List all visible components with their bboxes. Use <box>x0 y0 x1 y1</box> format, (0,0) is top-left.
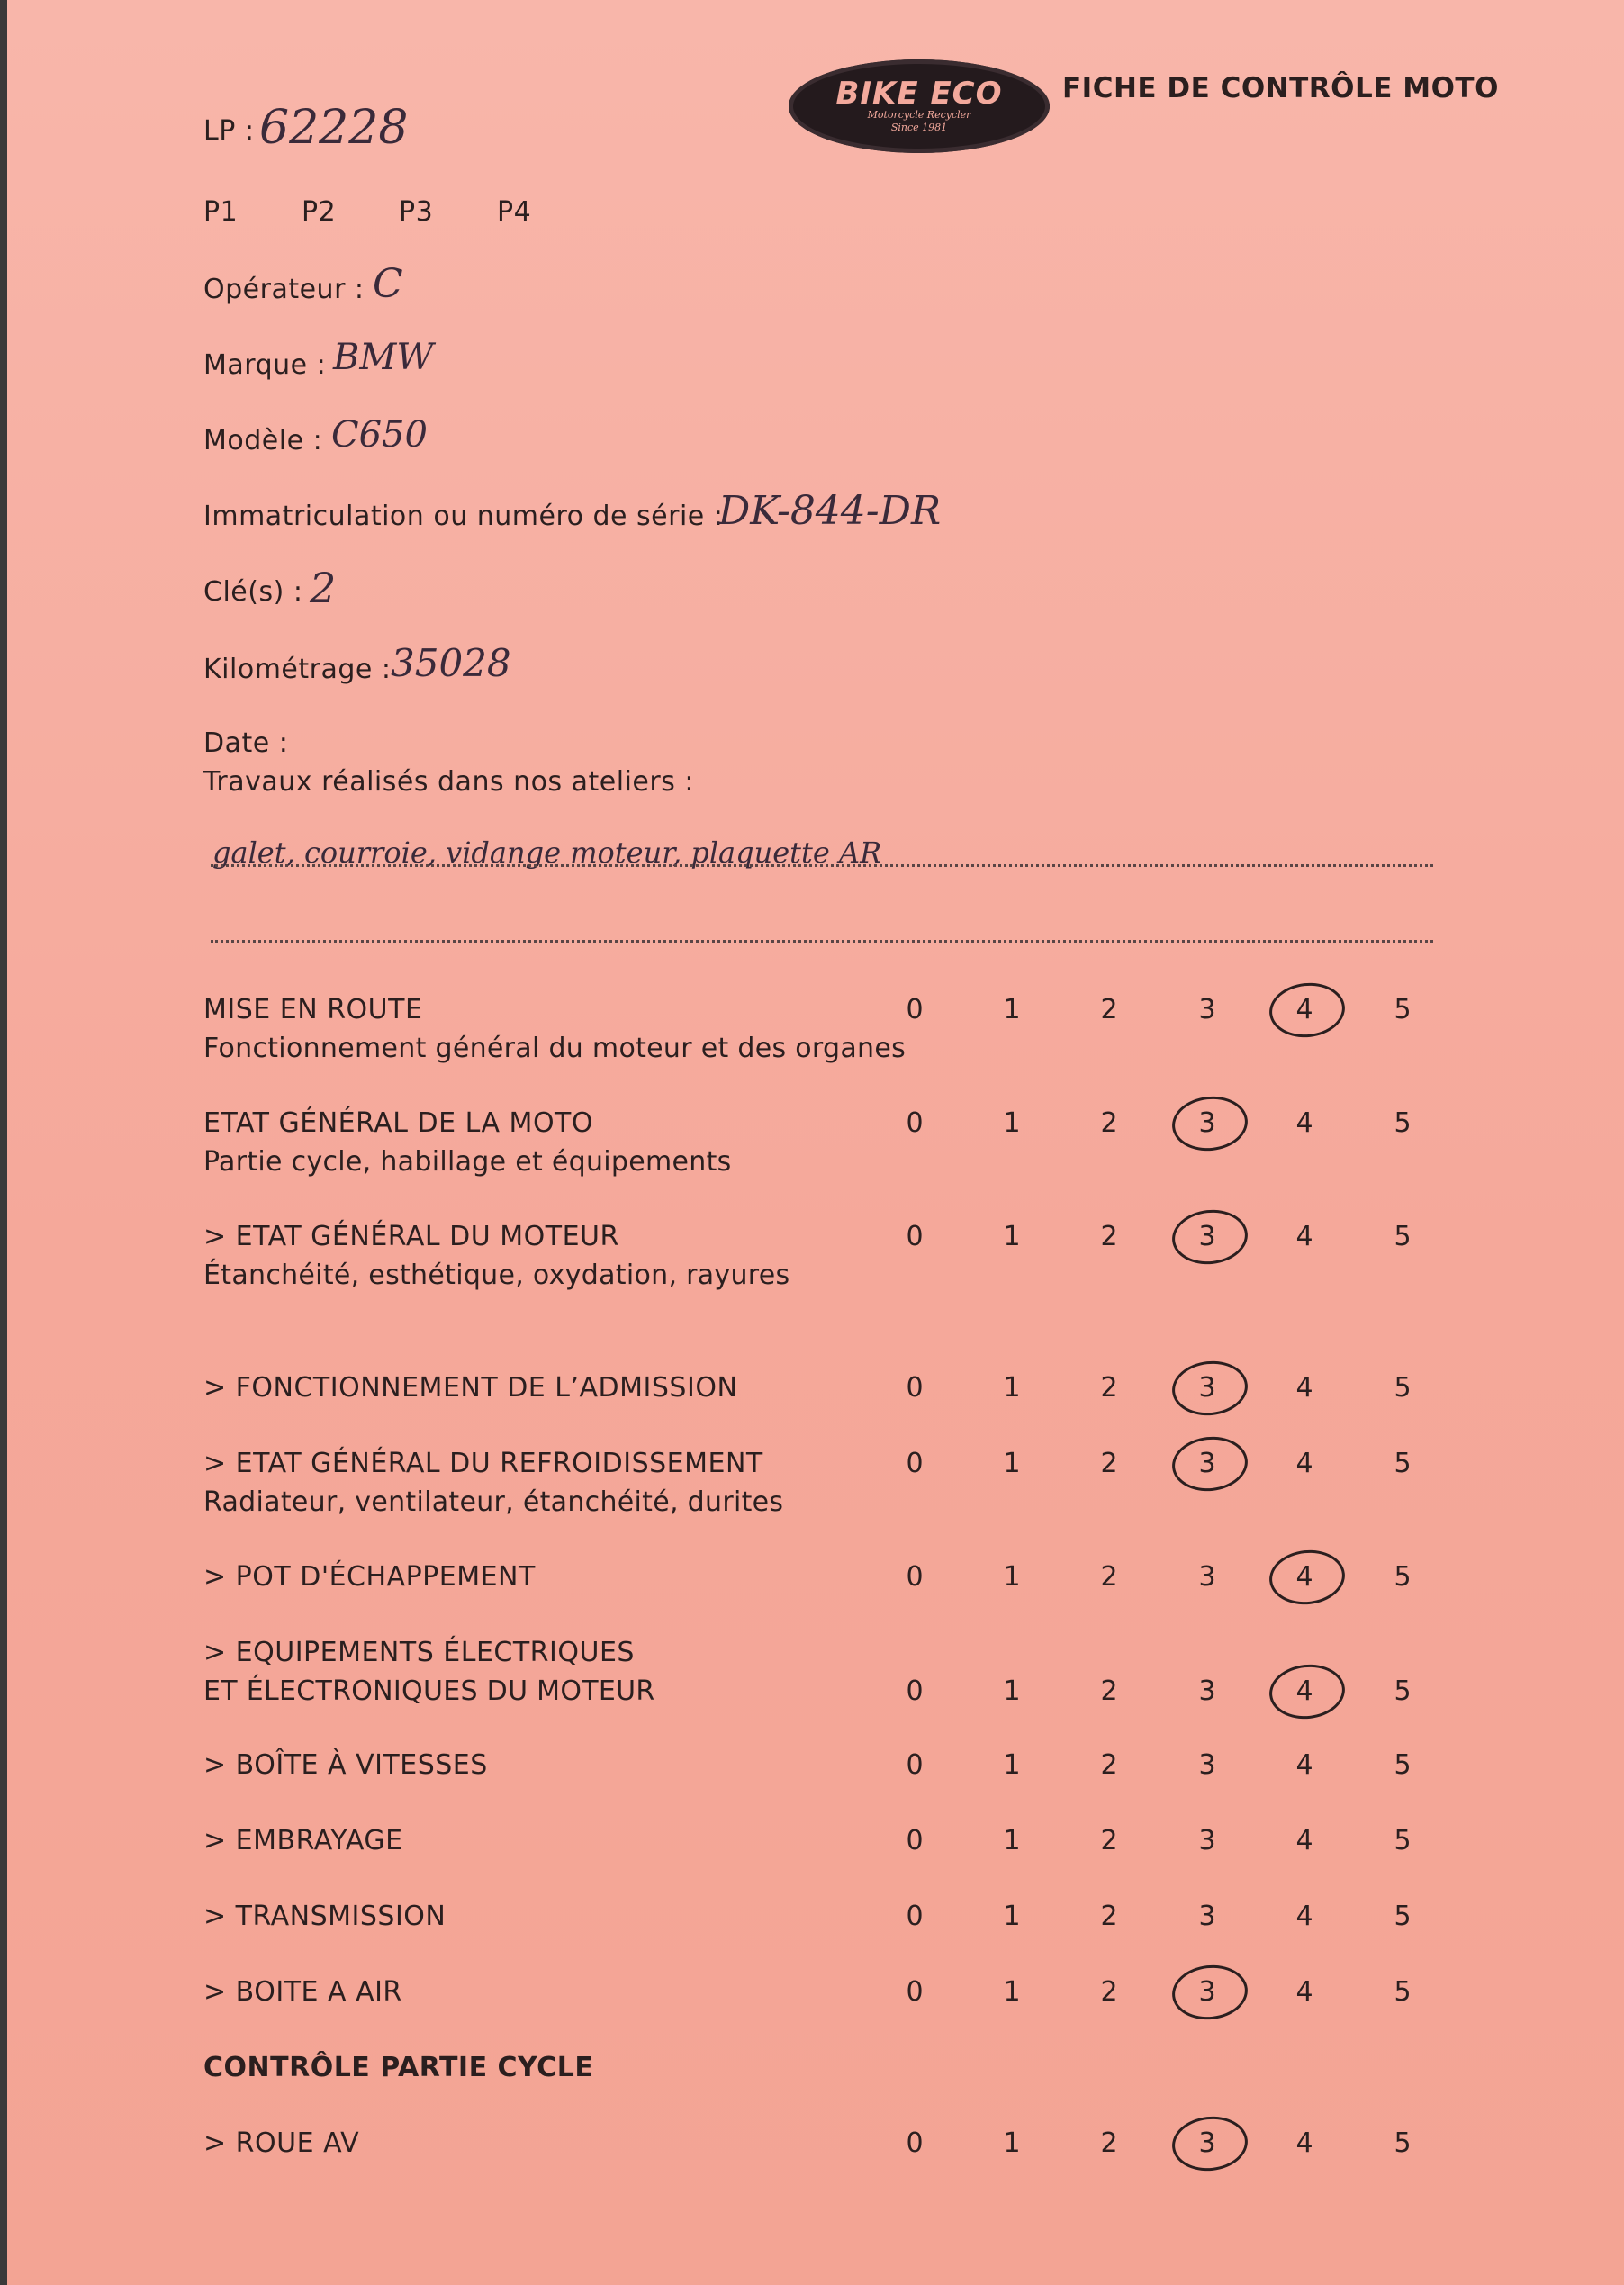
score-option: 3 <box>1198 994 1216 1025</box>
score-option: 1 <box>1003 2127 1021 2159</box>
immatriculation-value: DK-844-DR <box>718 488 942 534</box>
row-refroidissement-subtitle: Radiateur, ventilateur, étanchéité, durites <box>203 1486 784 1518</box>
score-option: 0 <box>906 1221 924 1252</box>
score-option: 5 <box>1394 1901 1412 1932</box>
score-option: 0 <box>906 1372 924 1404</box>
position-p1: P1 <box>203 196 239 228</box>
selected-score-circle <box>1169 2113 1250 2174</box>
score-option: 0 <box>906 2127 924 2159</box>
row-refroidissement-title: > ETAT GÉNÉRAL DU REFROIDISSEMENT <box>203 1448 763 1479</box>
bike-eco-logo <box>789 59 1050 153</box>
control-sheet <box>7 0 1624 2285</box>
score-option: 1 <box>1003 994 1021 1025</box>
score-option: 4 <box>1295 1561 1313 1593</box>
score-option: 2 <box>1100 1448 1118 1479</box>
selected-score-circle <box>1267 1547 1348 1608</box>
modele-label: Modèle : <box>203 425 323 456</box>
score-option: 0 <box>906 1749 924 1781</box>
score-option: 4 <box>1295 1675 1313 1707</box>
score-option: 2 <box>1100 1107 1118 1139</box>
operateur-label: Opérateur : <box>203 274 365 305</box>
row-embrayage-title: > EMBRAYAGE <box>203 1825 403 1856</box>
cles-label: Clé(s) : <box>203 576 303 608</box>
score-option: 3 <box>1198 1976 1216 2008</box>
logo-name: BIKE ECO <box>835 76 1003 112</box>
score-option: 5 <box>1394 2127 1412 2159</box>
score-option: 5 <box>1394 1448 1412 1479</box>
row-etat-moteur-subtitle: Étanchéité, esthétique, oxydation, rayures <box>203 1260 790 1291</box>
score-option: 5 <box>1394 994 1412 1025</box>
score-option: 4 <box>1295 2127 1313 2159</box>
selected-score-circle <box>1267 1661 1348 1722</box>
row-etat-moto-subtitle: Partie cycle, habillage et équipements <box>203 1146 732 1178</box>
cles-value: 2 <box>310 564 337 612</box>
score-option: 2 <box>1100 1749 1118 1781</box>
row-etat-moteur-title: > ETAT GÉNÉRAL DU MOTEUR <box>203 1221 619 1252</box>
score-option: 3 <box>1198 1107 1216 1139</box>
kilometrage-value: 35028 <box>391 641 511 685</box>
score-option: 3 <box>1198 1448 1216 1479</box>
score-option: 0 <box>906 1825 924 1856</box>
immatriculation-label: Immatriculation ou numéro de série : <box>203 501 724 532</box>
score-option: 2 <box>1100 1976 1118 2008</box>
score-option: 1 <box>1003 1448 1021 1479</box>
row-boite-air-title: > BOITE A AIR <box>203 1976 402 2008</box>
score-option: 5 <box>1394 1221 1412 1252</box>
marque-value: BMW <box>333 337 434 378</box>
score-option: 0 <box>906 1448 924 1479</box>
score-option: 1 <box>1003 1221 1021 1252</box>
score-option: 1 <box>1003 1749 1021 1781</box>
score-option: 1 <box>1003 1825 1021 1856</box>
selected-score-circle <box>1267 980 1348 1041</box>
score-option: 0 <box>906 1901 924 1932</box>
document-title: FICHE DE CONTRÔLE MOTO <box>1062 72 1499 104</box>
row-roue-av-title: > ROUE AV <box>203 2127 360 2159</box>
row-boite-vitesses-title: > BOÎTE À VITESSES <box>203 1749 488 1781</box>
score-option: 5 <box>1394 1107 1412 1139</box>
row-etat-moto-title: ETAT GÉNÉRAL DE LA MOTO <box>203 1107 593 1139</box>
score-option: 3 <box>1198 2127 1216 2159</box>
selected-score-circle <box>1169 1433 1250 1495</box>
position-p2: P2 <box>302 196 337 228</box>
score-option: 5 <box>1394 1561 1412 1593</box>
score-option: 1 <box>1003 1372 1021 1404</box>
score-option: 4 <box>1295 1749 1313 1781</box>
row-mise-en-route-subtitle: Fonctionnement général du moteur et des organes <box>203 1033 907 1064</box>
score-option: 3 <box>1198 1372 1216 1404</box>
score-option: 0 <box>906 1561 924 1593</box>
score-option: 1 <box>1003 1107 1021 1139</box>
score-option: 2 <box>1100 1372 1118 1404</box>
score-option: 1 <box>1003 1901 1021 1932</box>
score-option: 4 <box>1295 1901 1313 1932</box>
score-option: 3 <box>1198 1561 1216 1593</box>
travaux-dotted-line-2 <box>211 940 1433 943</box>
score-option: 1 <box>1003 1675 1021 1707</box>
score-option: 0 <box>906 994 924 1025</box>
selected-score-circle <box>1169 1358 1250 1419</box>
row-echappement-title: > POT D'ÉCHAPPEMENT <box>203 1561 536 1593</box>
score-option: 2 <box>1100 994 1118 1025</box>
logo-tagline-2: Since 1981 <box>890 122 948 133</box>
score-option: 1 <box>1003 1561 1021 1593</box>
score-option: 4 <box>1295 1825 1313 1856</box>
score-option: 5 <box>1394 1825 1412 1856</box>
score-option: 5 <box>1394 1675 1412 1707</box>
operateur-value: C <box>373 261 403 307</box>
score-option: 3 <box>1198 1901 1216 1932</box>
score-option: 4 <box>1295 994 1313 1025</box>
score-option: 2 <box>1100 1901 1118 1932</box>
logo-tagline-1: Motorcycle Recycler <box>867 109 971 121</box>
lp-label: LP : <box>203 115 255 147</box>
date-label: Date : <box>203 727 289 759</box>
score-option: 4 <box>1295 1107 1313 1139</box>
score-option: 0 <box>906 1675 924 1707</box>
score-option: 3 <box>1198 1221 1216 1252</box>
score-option: 3 <box>1198 1675 1216 1707</box>
score-option: 2 <box>1100 2127 1118 2159</box>
score-option: 3 <box>1198 1825 1216 1856</box>
score-option: 4 <box>1295 1372 1313 1404</box>
row-electrique-title: > EQUIPEMENTS ÉLECTRIQUES <box>203 1637 635 1668</box>
score-option: 2 <box>1100 1675 1118 1707</box>
travaux-label: Travaux réalisés dans nos ateliers : <box>203 766 694 798</box>
travaux-value: galet, courroie, vidange moteur, plaquette AR <box>212 835 882 870</box>
row-electrique-subtitle: ET ÉLECTRONIQUES DU MOTEUR <box>203 1675 655 1707</box>
score-option: 1 <box>1003 1976 1021 2008</box>
score-option: 2 <box>1100 1825 1118 1856</box>
selected-score-circle <box>1169 1962 1250 2023</box>
position-p4: P4 <box>497 196 532 228</box>
score-option: 5 <box>1394 1976 1412 2008</box>
score-option: 4 <box>1295 1976 1313 2008</box>
score-option: 5 <box>1394 1749 1412 1781</box>
kilometrage-label: Kilométrage : <box>203 654 392 685</box>
section-controle-partie-cycle: CONTRÔLE PARTIE CYCLE <box>203 2052 594 2083</box>
travaux-dotted-line-1 <box>211 864 1433 867</box>
score-option: 4 <box>1295 1448 1313 1479</box>
score-option: 2 <box>1100 1561 1118 1593</box>
marque-label: Marque : <box>203 349 327 381</box>
position-p3: P3 <box>399 196 434 228</box>
score-option: 0 <box>906 1107 924 1139</box>
selected-score-circle <box>1169 1093 1250 1154</box>
row-transmission-title: > TRANSMISSION <box>203 1901 447 1932</box>
score-option: 0 <box>906 1976 924 2008</box>
selected-score-circle <box>1169 1206 1250 1268</box>
lp-value: 62228 <box>259 101 409 155</box>
score-option: 5 <box>1394 1372 1412 1404</box>
score-option: 3 <box>1198 1749 1216 1781</box>
score-option: 4 <box>1295 1221 1313 1252</box>
row-admission-title: > FONCTIONNEMENT DE L’ADMISSION <box>203 1372 738 1404</box>
modele-value: C650 <box>331 414 428 456</box>
score-option: 2 <box>1100 1221 1118 1252</box>
row-mise-en-route-title: MISE EN ROUTE <box>203 994 423 1025</box>
